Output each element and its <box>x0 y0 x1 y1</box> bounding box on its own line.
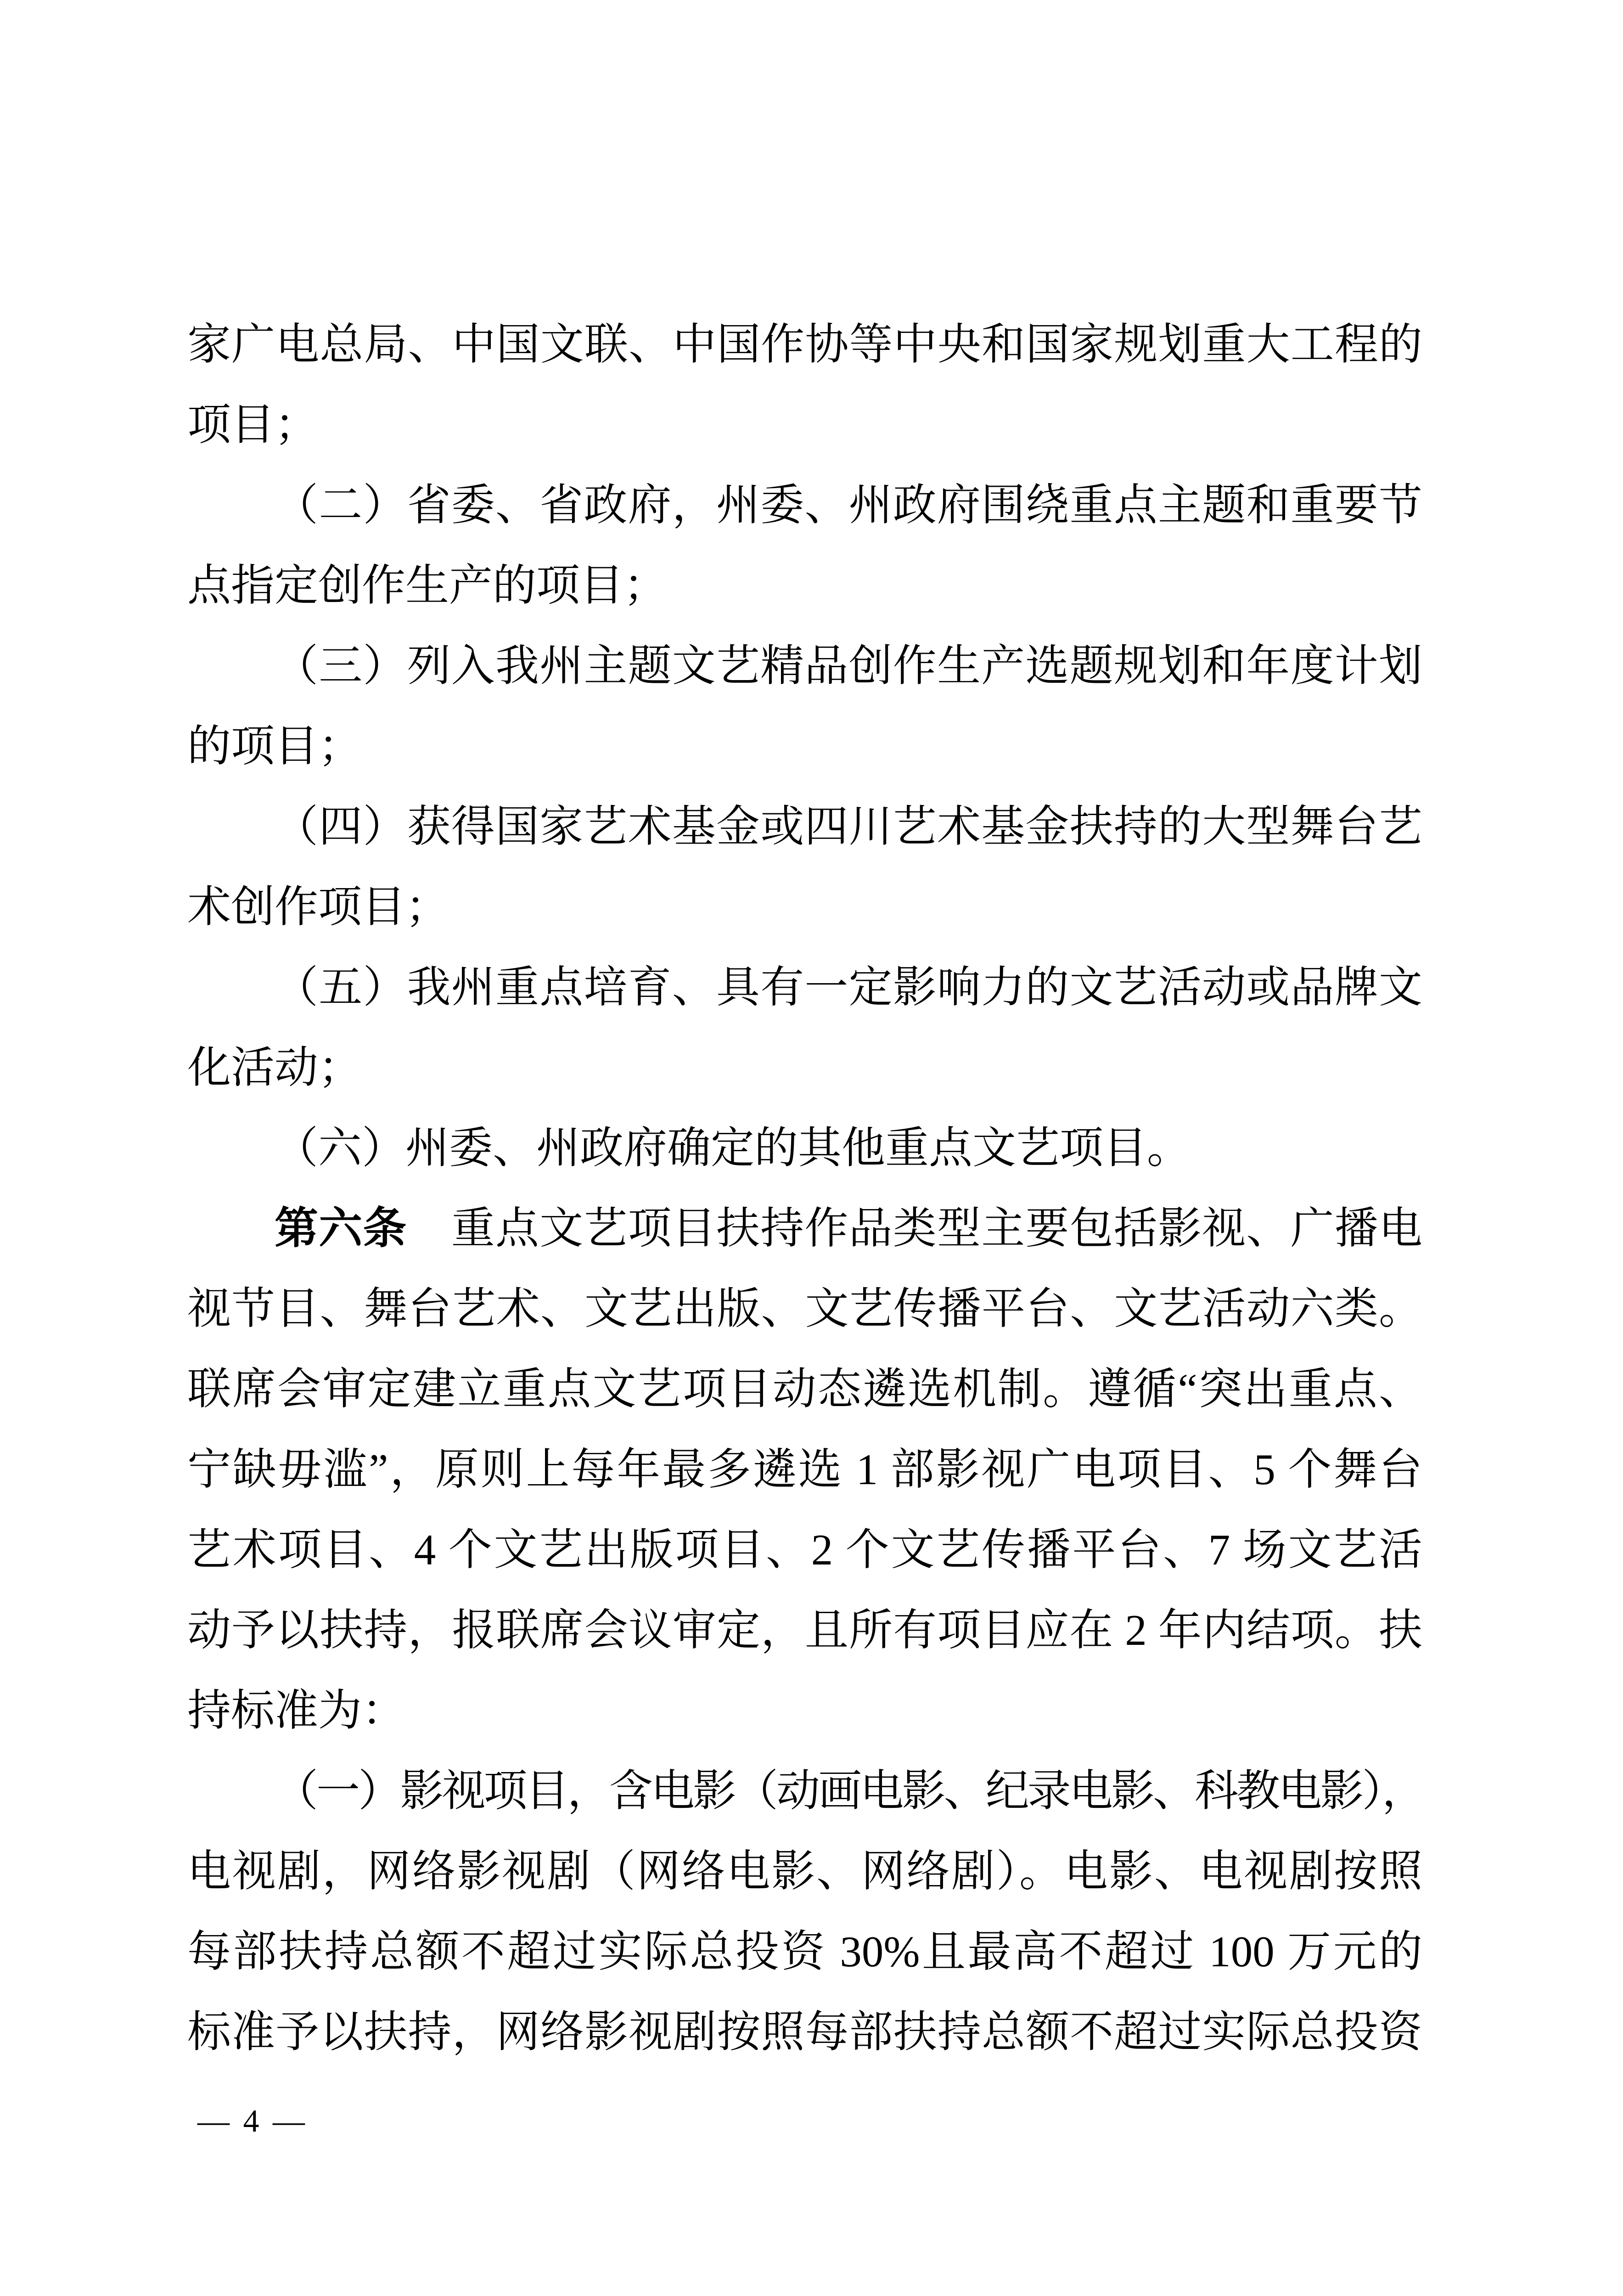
text-line <box>187 1269 1422 1349</box>
page-number: — 4 — <box>197 2104 308 2139</box>
line-text: 艺术项目、4 个文艺出版项目、2 个文艺传播平台、7 场文艺活 <box>187 1525 1422 1574</box>
text-line <box>187 947 1422 1028</box>
line-text: 重点文艺项目扶持作品类型主要包括影视、广播电 <box>407 1204 1422 1253</box>
line-text: 宁缺毋滥”，原则上每年最多遴选 1 部影视广电项目、5 个舞台 <box>187 1445 1422 1494</box>
text-line <box>187 304 1422 385</box>
text-line <box>187 1671 1422 1751</box>
line-text: 项目； <box>187 400 319 449</box>
text-line <box>187 546 1422 626</box>
text-line <box>187 1992 1422 2072</box>
text-line <box>187 1831 1422 1912</box>
line-text: 电视剧，网络影视剧（网络电影、网络剧）。电影、电视剧按照 <box>187 1847 1422 1896</box>
text-line <box>187 626 1422 706</box>
line-text: 持标准为： <box>187 1686 406 1735</box>
line-text: （四）获得国家艺术基金或四川艺术基金扶持的大型舞台艺 <box>275 802 1422 851</box>
line-text: 术创作项目； <box>187 883 449 931</box>
text-line <box>187 1108 1422 1188</box>
text-line <box>187 1188 1422 1269</box>
text-line <box>187 706 1422 787</box>
line-text: 的项目； <box>187 722 362 771</box>
line-text: 化活动； <box>187 1043 362 1092</box>
line-text: （一）影视项目，含电影（动画电影、纪录电影、科教电影）， <box>275 1767 1422 1815</box>
article-number-bold: 第六条 <box>275 1204 407 1253</box>
text-line <box>187 1590 1422 1671</box>
line-text: 视节目、舞台艺术、文艺出版、文艺传播平台、文艺活动六类。 <box>187 1284 1422 1333</box>
line-text: （五）我州重点培育、具有一定影响力的文艺活动或品牌文 <box>275 963 1422 1012</box>
text-line <box>187 385 1422 465</box>
line-text: 每部扶持总额不超过实际总投资 30%且最高不超过 100 万元的 <box>187 1927 1422 1976</box>
text-line <box>187 465 1422 546</box>
line-text: 标准予以扶持，网络影视剧按照每部扶持总额不超过实际总投资 <box>187 2008 1422 2056</box>
line-text: 动予以扶持，报联席会议审定，且所有项目应在 2 年内结项。扶 <box>187 1606 1422 1654</box>
line-text: 联席会审定建立重点文艺项目动态遴选机制。遵循“突出重点、 <box>187 1365 1422 1413</box>
text-line <box>187 1429 1422 1510</box>
text-line <box>187 1349 1422 1429</box>
text-line <box>187 867 1422 947</box>
text-line <box>187 1510 1422 1590</box>
line-text: 家广电总局、中国文联、中国作协等中央和国家规划重大工程的 <box>187 320 1422 369</box>
body-text <box>187 304 1422 2072</box>
line-text: （二）省委、省政府，州委、州政府围绕重点主题和重要节 <box>275 481 1422 529</box>
text-line <box>187 1912 1422 1992</box>
text-line <box>187 1751 1422 1831</box>
text-line <box>187 1028 1422 1108</box>
line-text: 点指定创作生产的项目； <box>187 561 668 610</box>
text-line <box>187 787 1422 867</box>
line-text: （三）列入我州主题文艺精品创作生产选题规划和年度计划 <box>275 642 1422 690</box>
line-text: （六）州委、州政府确定的其他重点文艺项目。 <box>275 1124 1191 1172</box>
